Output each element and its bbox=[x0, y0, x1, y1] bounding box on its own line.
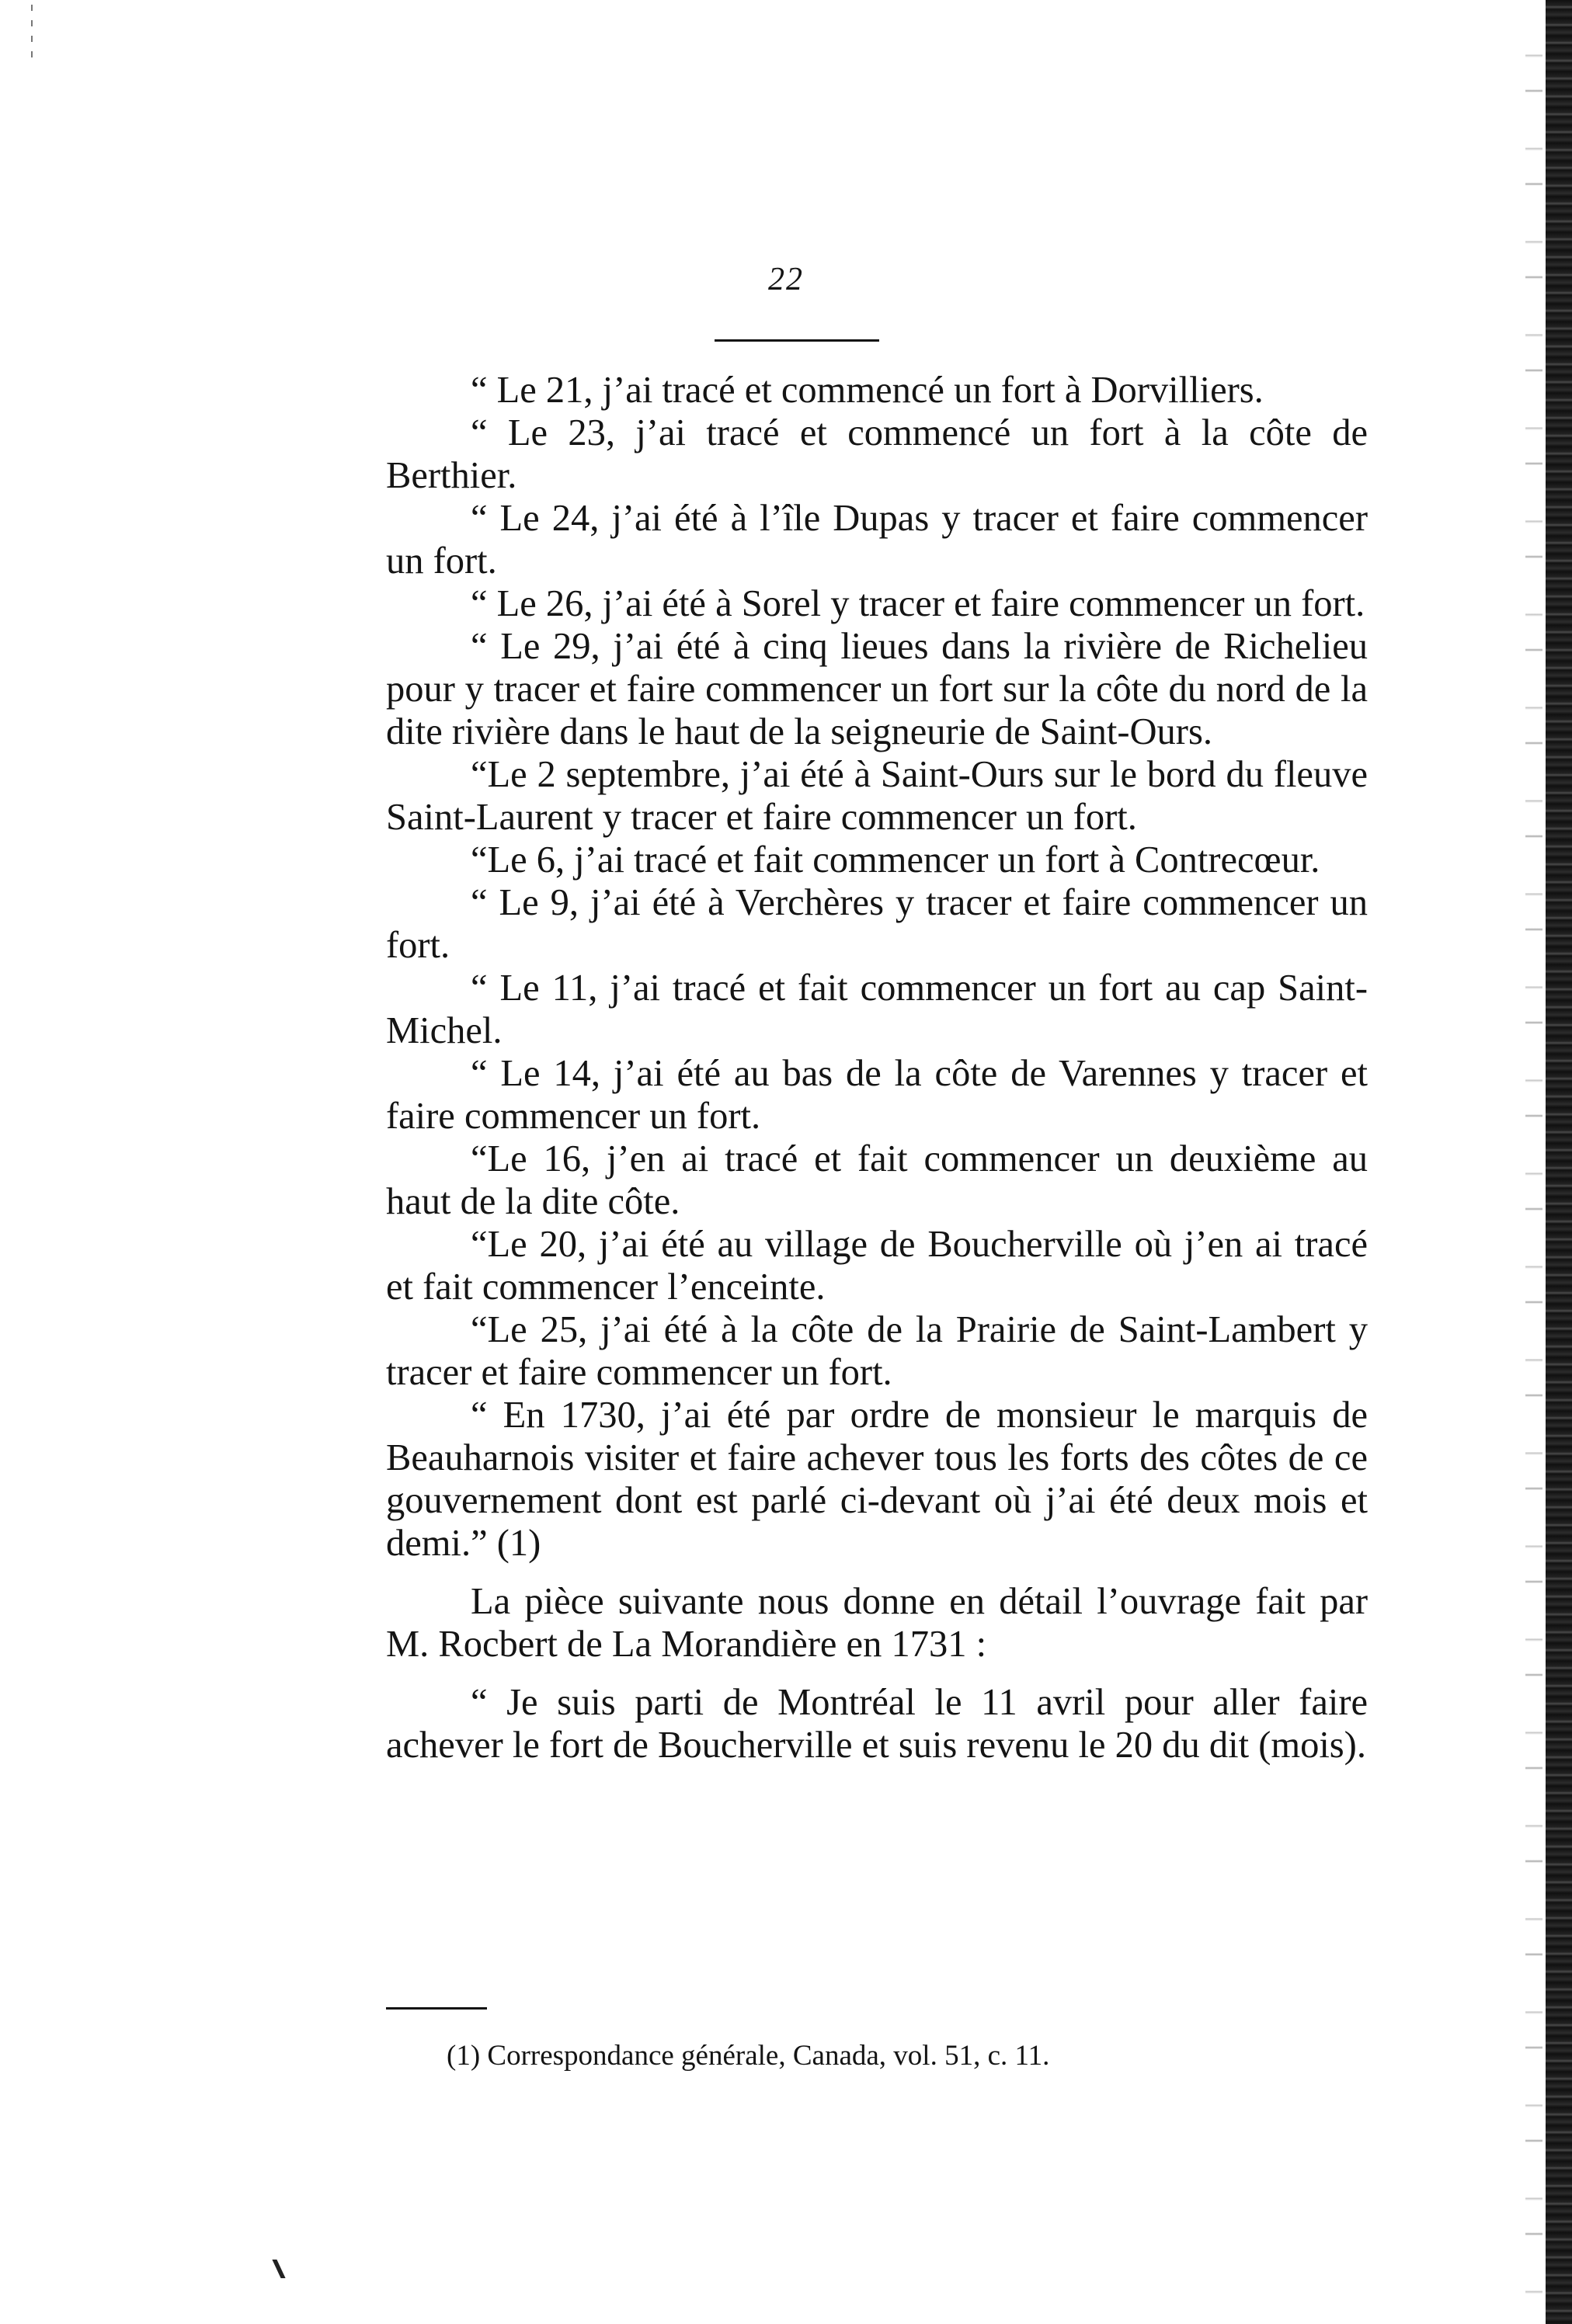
paragraph-je-suis-parti: “ Je suis parti de Montréal le 11 avril pour aller faire achever le fort de Boucherville et suis revenu le 20 du dit (mois). bbox=[386, 1682, 1368, 1766]
footnote: (1) Correspondance générale, Canada, vol. 51, c. 11. bbox=[447, 2040, 1050, 2072]
paragraph-le-16: “Le 16, j’en ai tracé et fait commencer un deuxième au haut de la dite côte. bbox=[386, 1138, 1368, 1222]
scan-edge-noise bbox=[1525, 31, 1542, 2298]
paragraph-le-24: “ Le 24, j’ai été à l’île Dupas y tracer et faire commencer un fort. bbox=[386, 498, 1368, 582]
paragraph-piece-suivante: La pièce suivante nous donne en détail l’ouvrage fait par M. Rocbert de La Morandière en 1731 : bbox=[386, 1581, 1368, 1665]
header-rule bbox=[715, 339, 879, 342]
footnote-rule bbox=[386, 2007, 487, 2010]
paragraph-le-20: “Le 20, j’ai été au village de Boucherville où j’en ai tracé et fait commencer l’enceinte. bbox=[386, 1224, 1368, 1308]
paragraph-gap bbox=[386, 1666, 1368, 1681]
scan-speck bbox=[31, 5, 33, 59]
body-text bbox=[386, 369, 1368, 1766]
paragraph-le-2-septembre: “Le 2 septembre, j’ai été à Saint-Ours sur le bord du fleuve Saint-Laurent y tracer et faire commencer un fort. bbox=[386, 754, 1368, 838]
scan-mark bbox=[272, 2260, 285, 2278]
paragraph-le-23: “ Le 23, j’ai tracé et commencé un fort à la côte de Berthier. bbox=[386, 412, 1368, 496]
scan-binding-edge bbox=[1546, 0, 1572, 2324]
paragraph-le-21: “ Le 21, j’ai tracé et commencé un fort à Dorvilliers. bbox=[471, 370, 1264, 411]
paragraph-le-6: “Le 6, j’ai tracé et fait commencer un fort à Contrecœur. bbox=[471, 839, 1320, 881]
paragraph-le-25: “Le 25, j’ai été à la côte de la Prairie de Saint-Lambert y tracer et faire commencer un fort. bbox=[386, 1309, 1368, 1393]
paragraph-en-1730: “ En 1730, j’ai été par ordre de monsieur le marquis de Beauharnois visiter et faire achever tous les forts des côtes de ce gouvernement dont est parlé ci-devant où j’ai été deux mois et demi.” (1) bbox=[386, 1395, 1368, 1564]
paragraph-le-11: “ Le 11, j’ai tracé et fait commencer un fort au cap Saint-Michel. bbox=[386, 967, 1368, 1051]
paragraph-le-26: “ Le 26, j’ai été à Sorel y tracer et faire commencer un fort. bbox=[471, 583, 1365, 624]
paragraph-le-14: “ Le 14, j’ai été au bas de la côte de Varennes y tracer et faire commencer un fort. bbox=[386, 1053, 1368, 1137]
paragraph-le-29: “ Le 29, j’ai été à cinq lieues dans la rivière de Richelieu pour y tracer et faire commencer un fort sur la côte du nord de la dite rivière dans le haut de la seigneurie de Saint-Ours. bbox=[386, 626, 1368, 752]
page-number: 22 bbox=[768, 262, 804, 297]
paragraph-le-9: “ Le 9, j’ai été à Verchères y tracer et faire commencer un fort. bbox=[386, 882, 1368, 966]
paragraph-gap bbox=[386, 1565, 1368, 1580]
